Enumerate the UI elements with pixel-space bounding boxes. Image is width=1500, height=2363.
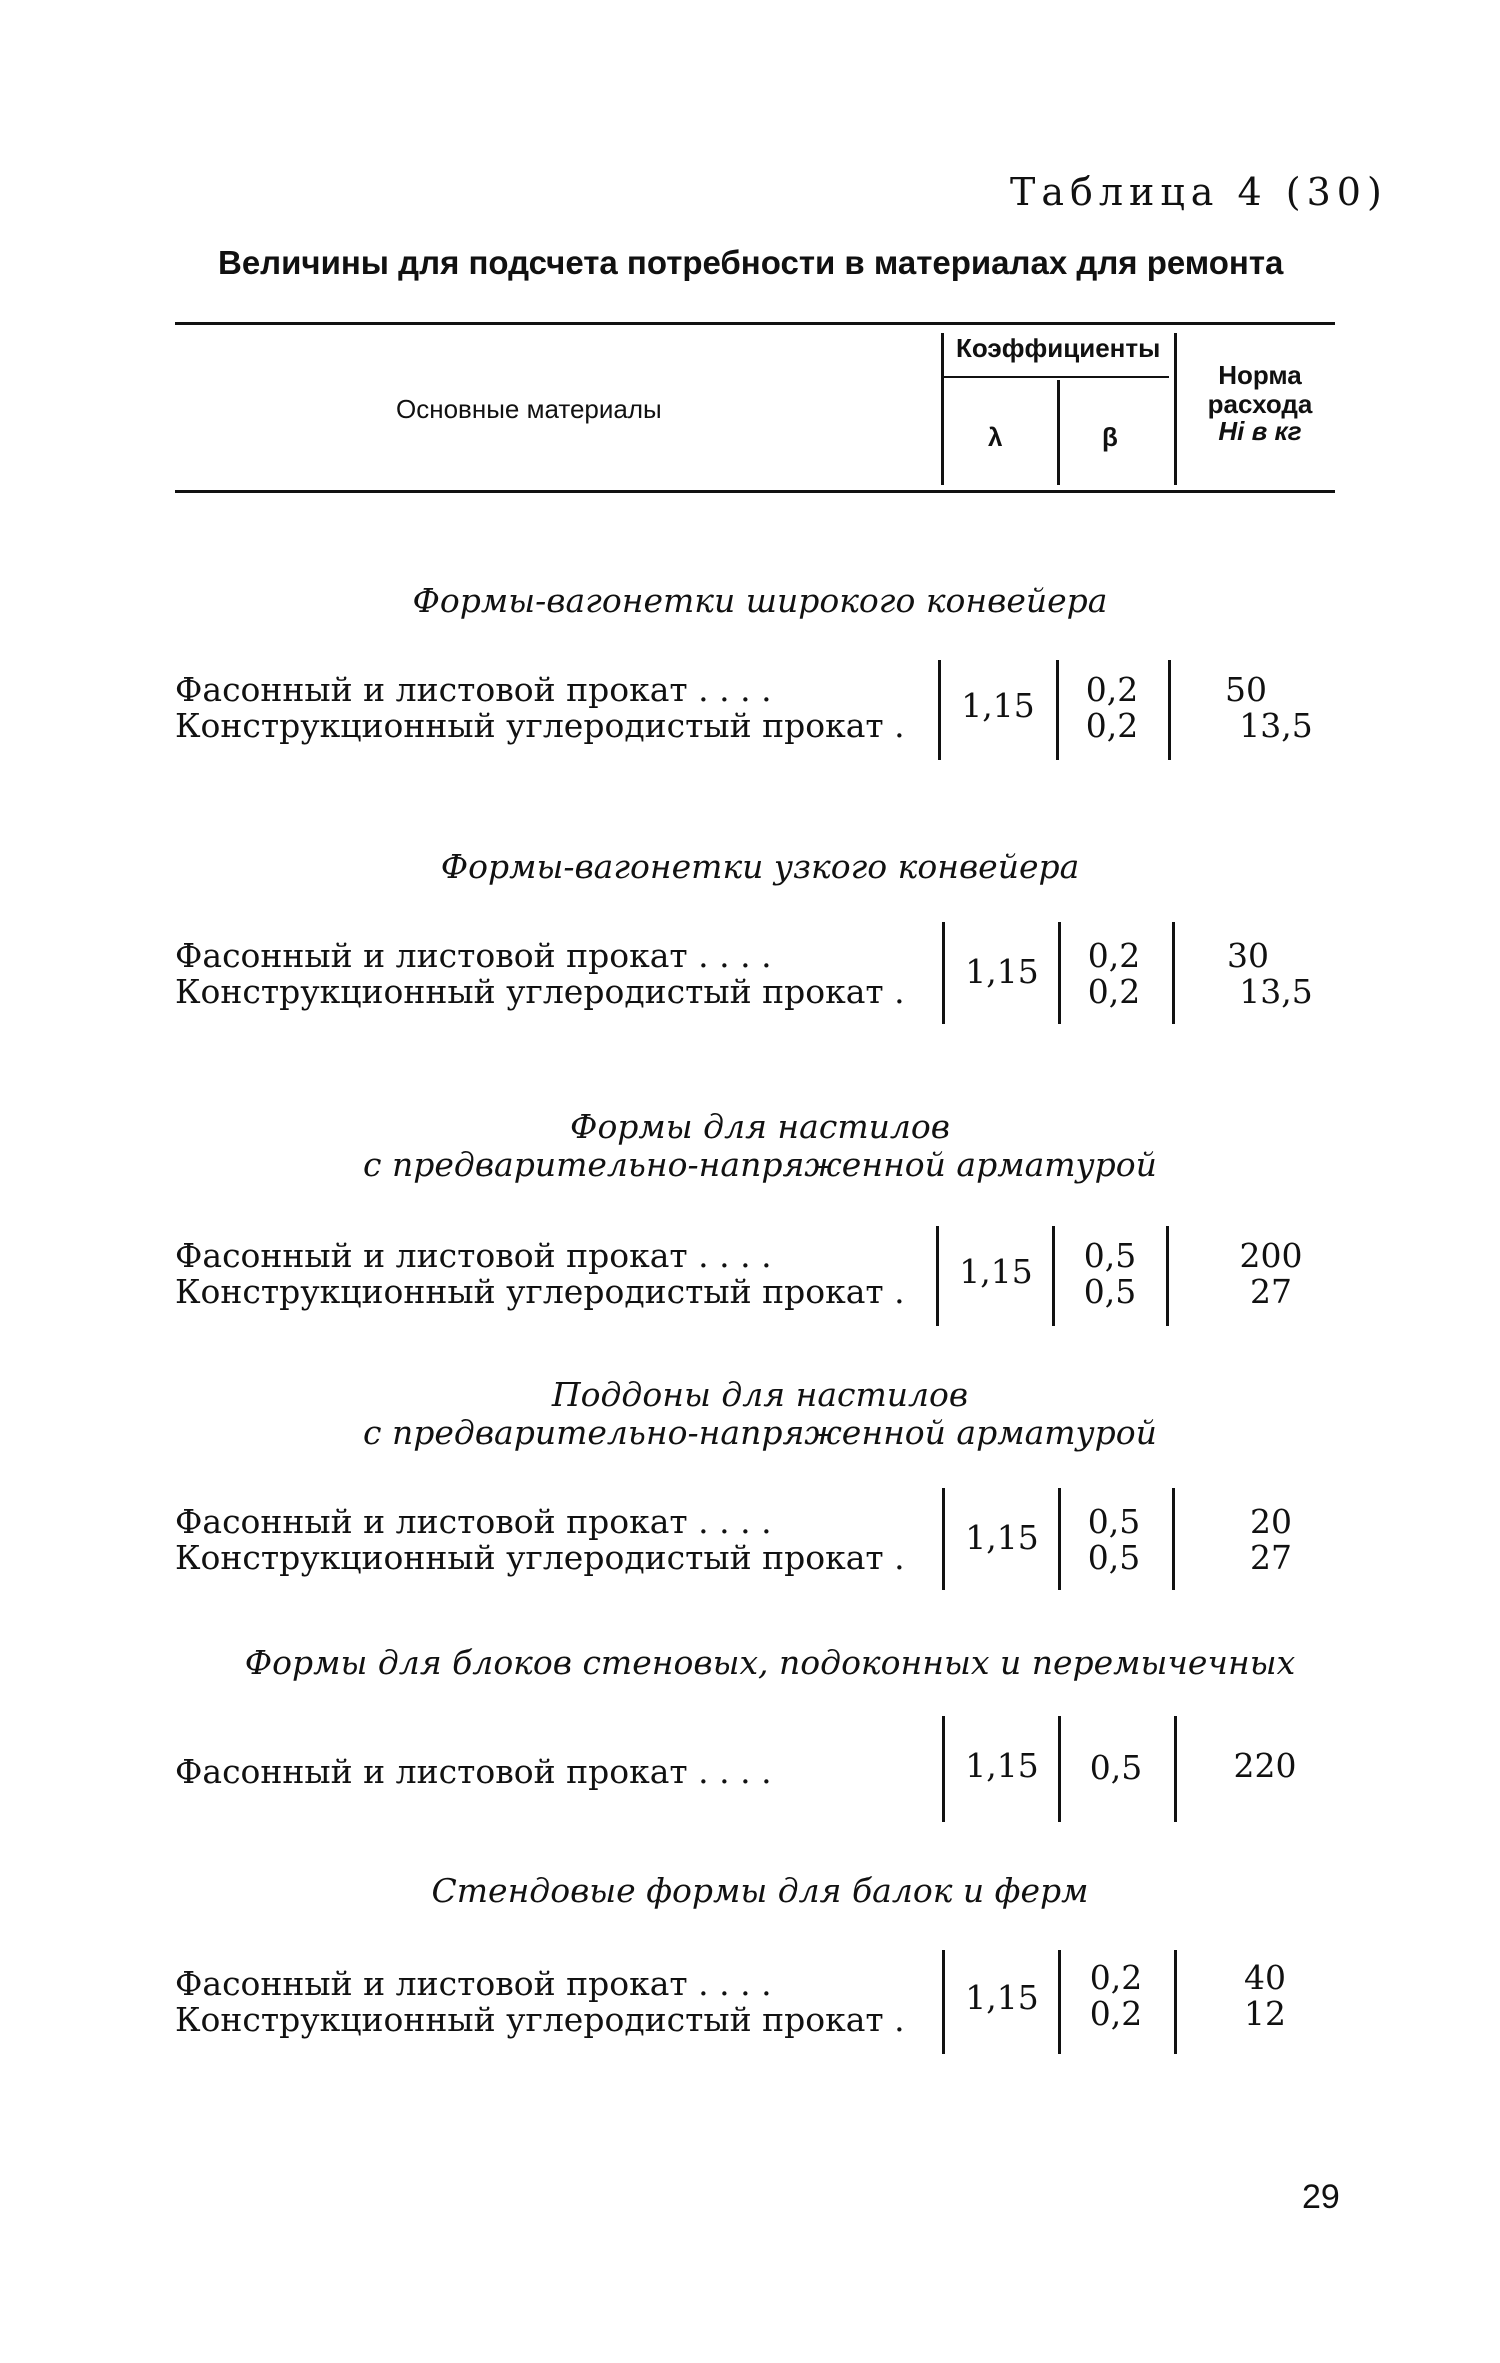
section-title	[150, 1108, 1370, 1184]
table-top-rule	[175, 322, 1335, 325]
row-divider	[942, 922, 945, 1024]
row-divider	[1172, 922, 1175, 1024]
header-col-divider-2	[1057, 380, 1060, 485]
section-title-line: Стендовые формы для балок и ферм	[431, 1871, 1089, 1910]
table-header-bottom-rule	[175, 490, 1335, 493]
row-divider	[936, 1226, 939, 1326]
beta-value: 0,5	[1089, 1748, 1143, 1787]
beta-value: 0,5	[1083, 1236, 1137, 1275]
row-divider	[1172, 1488, 1175, 1590]
norm-value: 20	[1250, 1502, 1292, 1541]
row-material-name: Фасонный и листовой прокат . . . .	[175, 1964, 772, 2003]
header-materials: Основные материалы	[396, 394, 662, 424]
section-title-line: с предварительно-напряженной арматурой	[363, 1413, 1157, 1452]
row-divider	[1058, 922, 1061, 1024]
row-material-name: Конструкционный углеродистый прокат .	[175, 1538, 905, 1577]
norm-value: 30	[1227, 936, 1269, 975]
header-col-divider-1	[941, 333, 944, 485]
row-divider	[942, 1950, 945, 2054]
beta-value: 0,5	[1087, 1502, 1141, 1541]
lambda-value: 1,15	[965, 1978, 1039, 2017]
norm-value: 50	[1225, 670, 1267, 709]
section-title	[150, 1872, 1370, 1910]
section-title-line: Формы для блоков стеновых, подоконных и перемычечных	[244, 1643, 1296, 1682]
norm-value: 40	[1244, 1958, 1286, 1997]
norm-value: 13,5	[1239, 972, 1313, 1011]
lambda-value: 1,15	[965, 952, 1039, 991]
page-number: 29	[1302, 2178, 1340, 2216]
row-material-name: Фасонный и листовой прокат . . . .	[175, 1502, 772, 1541]
norm-value: 12	[1244, 1994, 1286, 2033]
row-divider	[1058, 1488, 1061, 1590]
lambda-value: 1,15	[959, 1252, 1033, 1291]
header-norm-line1: Норма	[1218, 360, 1302, 390]
section-title	[150, 582, 1370, 620]
row-material-name: Фасонный и листовой прокат . . . .	[175, 1752, 772, 1791]
header-norm-line2: расхода	[1207, 389, 1313, 419]
row-divider	[938, 660, 941, 760]
coefficients-divider	[944, 376, 1169, 378]
header-beta: β	[1102, 422, 1118, 452]
header-col-divider-3	[1174, 333, 1177, 485]
lambda-value: 1,15	[965, 1518, 1039, 1557]
lambda-value: 1,15	[965, 1746, 1039, 1785]
row-divider	[1058, 1950, 1061, 2054]
section-title-line: с предварительно-напряженной арматурой	[363, 1145, 1157, 1184]
beta-value: 0,5	[1087, 1538, 1141, 1577]
section-title-line: Формы для настилов	[570, 1107, 950, 1146]
row-divider	[942, 1488, 945, 1590]
beta-value: 0,5	[1083, 1272, 1137, 1311]
table-title: Величины для подсчета потребности в материалах для ремонта	[218, 244, 1284, 281]
row-material-name: Фасонный и листовой прокат . . . .	[175, 936, 772, 975]
norm-value: 13,5	[1239, 706, 1313, 745]
beta-value: 0,2	[1087, 972, 1141, 1011]
row-divider	[1056, 660, 1059, 760]
row-divider	[1174, 1716, 1177, 1822]
row-material-name: Фасонный и листовой прокат . . . .	[175, 670, 772, 709]
row-divider	[942, 1716, 945, 1822]
row-material-name: Конструкционный углеродистый прокат .	[175, 1272, 905, 1311]
row-material-name: Конструкционный углеродистый прокат .	[175, 2000, 905, 2039]
row-material-name: Фасонный и листовой прокат . . . .	[175, 1236, 772, 1275]
header-coefficients: Коэффициенты	[956, 333, 1161, 363]
section-title-line: Формы-вагонетки узкого конвейера	[440, 847, 1080, 886]
row-divider	[1168, 660, 1171, 760]
norm-value: 200	[1239, 1236, 1303, 1275]
row-divider	[1058, 1716, 1061, 1822]
beta-value: 0,2	[1089, 1994, 1143, 2033]
norm-value: 27	[1250, 1538, 1292, 1577]
beta-value: 0,2	[1089, 1958, 1143, 1997]
section-title-line: Поддоны для настилов	[551, 1375, 969, 1414]
row-divider	[1052, 1226, 1055, 1326]
beta-value: 0,2	[1085, 670, 1139, 709]
section-title	[150, 1376, 1370, 1452]
beta-value: 0,2	[1085, 706, 1139, 745]
row-material-name: Конструкционный углеродистый прокат .	[175, 706, 905, 745]
lambda-value: 1,15	[961, 686, 1035, 725]
norm-value: 220	[1233, 1746, 1297, 1785]
section-title-line: Формы-вагонетки широкого конвейера	[412, 581, 1108, 620]
row-divider	[1174, 1950, 1177, 2054]
row-material-name: Конструкционный углеродистый прокат .	[175, 972, 905, 1011]
table-label: Таблица 4 (30)	[1010, 170, 1388, 214]
beta-value: 0,2	[1087, 936, 1141, 975]
header-lambda: λ	[988, 422, 1003, 452]
row-divider	[1166, 1226, 1169, 1326]
header-norm-line3: Hi в кг	[1218, 416, 1302, 446]
norm-value: 27	[1250, 1272, 1292, 1311]
section-title	[150, 848, 1370, 886]
section-title	[190, 1644, 1350, 1682]
